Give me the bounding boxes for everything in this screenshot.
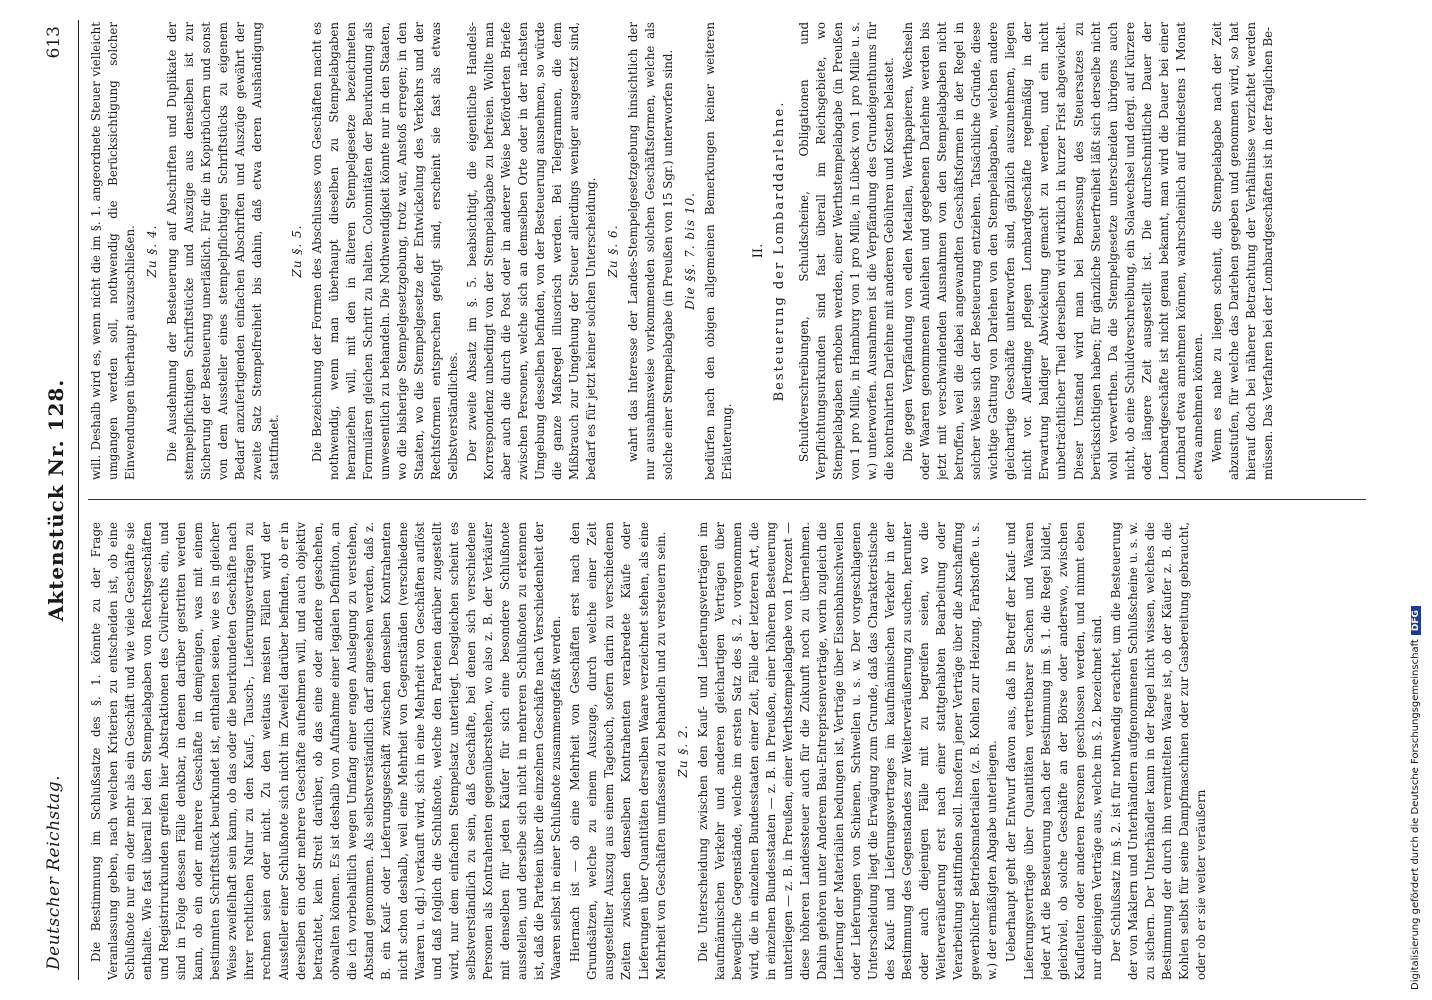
digitization-credit <box>1410 0 1424 990</box>
paragraph: Der Schlußsatz im §. 2. ist für nothwendig erachtet, um die Besteuerung der von Maklern und Unterhändlern aufgenommenen Schlußscheine u. s. w. zu sichern. Der Unterhändler kann in der Regel nicht wissen, welches die Bestimmung der durch ihn vermittelten Waare ist, ob der Käufer z. B. die Kohlen selbst für seine Dampfmaschinen oder zur Gasbereitung gebraucht, oder ob er sie weiter veräußern <box>1108 522 1208 980</box>
paragraph: Die Bestimmung im Schlußsatze des §. 1. könnte zu der Frage Veranlassung geben, nach welchen Kriterien zu entscheiden ist, ob eine Schlußnote nur ein oder mehr als ein Geschäft und wie viele Geschäfte sie enthalte. Wie fast überall bei den Stempelabgaben von Rechtsgeschäften und Registrirurkunden greifen hier Abstraktionen des Civilrechts ein, und sind in Folge dessen Fälle denkbar, in denen darüber gestritten werden kann, ob ein oder mehrere Geschäfte in demjenigen, was mit einem bestimmten Schriftstück beurkundet ist, enthalten seien, wie es in gleicher Weise zweifelhaft sein kann, ob das oder die beurkundeten Geschäfte nach ihrer rechtlichen Natur zu den Kauf-, Tausch-, Lieferungsverträgen zu rechnen seien oder nicht. Zu den weitaus meisten Fällen wird der Aussteller einer Schlußnote sich nicht im Zweifel darüber befinden, ob er in derselben ein oder mehrere Geschäfte aufnehmen will, und auch objektiv betrachtet, kein Streit darüber, ob das eine oder andere geschehen, obwalten können. Es ist deshalb von Aufnahme einer legalen Definition, an die ich vorbehaltlich wegen Umfang einer engen Auslegung zu verstehen, Abstand genommen. Als selbstverständlich darf angesehen werden, daß z. B. ein Kauf- oder Lieferungsgeschäft zwischen denselben Kontrahenten nicht schon deshalb, weil eine Mehrheit von Gegenständen (verschiedene Waaren u. dgl.) verkauft wird, sich in eine Mehrheit von Geschäften auflöst und daß folglich die Schlußnote, welche den Parteien darüber zugestellt wird, nur dem einfachen Stempelsatz unterliegt. Desgleichen scheint es selbstverständlich zu sein, daß Geschäfte, bei denen sich verschiedene Personen als Kontrahenten gegenüberstehen, wo also z. B. der Verkäufer mit denselben für jeden Käufer für sich eine besondere Schlußnote ausstellen, und derselbe sich nicht in mehreren Schlußnoten zu erkennen ist, daß die Parteien über die einzelnen Geschäfte nach Verschiedenheit der Waaren selbst in einer Schlußnote zusammengefaßt werden. <box>89 522 564 980</box>
header-publication: Deutscher Reichstag. <box>44 775 64 970</box>
page-header <box>40 20 79 980</box>
header-page-number: 613 <box>44 26 64 59</box>
paragraph: bedürfen nach den obigen allgemeinen Bemerkungen keiner weiteren Erläuterung. <box>702 22 734 480</box>
paragraph: will. Deshalb wird es, wenn nicht die im §. 1. angeordnete Steuer vielleicht umgangen werden soll, nothwendig die Berücksichtigung solcher Einwendungen überhaupt auszuschließen. <box>89 22 138 480</box>
header-document-number: Aktenstück Nr. 128. <box>44 378 68 622</box>
paragraph: Die Unterscheidung zwischen den Kauf- und Lieferungsverträgen im kaufmännischen Verkehr und anderen gleichartigen Verträgen über bewegliche Gegenstände, welche im ersten Satz des §. 2. vorgenommen wird, die in einzelnen Bundesstaaten einer Zeit, Fälle der letzteren Art, die in einzelnen Bundesstaaten — z. B. in Preußen, einer höheren Besteuerung unterliegen — z. B. in Preußen, einer Werthstempelabgabe von 1 Prozent — diese höheren Landessteuer auch für die Zukunft noch zu übernehmen. Dahin gehören unter Anderem Bau-Entreprisenverträge, worin zugleich die Lieferung der Materialien bedungen ist, Verträge über Eisenbahnschwellen oder Lieferungen von Schienen, Schwellen u. s. w. Der vorgeschlagenen Unterscheidung liegt die Erwägung zum Grunde, daß das Charakteristische des Kauf- und Lieferungsvertrages im kaufmännischen Verkehr in der Bestimmung des Gegenstandes zur Weiterveräußerung zu suchen, herunter oder auch diejenigen Fälle mit zu begreifen seien, wo die Weiterveräußerung erst nach einer stattgehabten Bearbeitung oder Verarbeitung stattfinden soll. Insofern jener Verträge über die Anschaffung gewerblicher Betriebsmaterialien (z. B. Kohlen zur Heizung, Farbstoffe u. s. w.) der ermäßigten Abgabe unterliegen. <box>695 522 1000 980</box>
paragraph: Wenn es nahe zu liegen scheint, die Stempelabgabe nach der Zeit abzustufen, für welche das Darlehen gegeben und genommen wird, so hat hierauf doch bei näherer Betrachtung der Verhältnisse verzichtet werden müssen. Das Verfahren bei der Lombardgeschäften ist in der fraglichen Be- <box>1209 22 1276 480</box>
section-heading: Zu §. 4. <box>145 224 160 278</box>
digitization-credit-text: Digitalisierung gefördert durch die Deutsche Forschungsgemeinschaft <box>1410 639 1421 990</box>
section-heading: Die §§. 7. bis 10. <box>682 192 697 310</box>
dfg-logo: DFG <box>1411 606 1421 635</box>
section-title: Besteuerung der Lombarddarlehne. <box>771 100 787 402</box>
paragraph: Schuldverschreibungen, Schuldscheine, Obligationen und Verpflichtungsurkunden sind fast überall im Reichsgebiete, wo Stempelabgaben erhoben werden, einer Werthstempelabgabe (in Preußen von 1 pro Mille, in Hamburg von 1 pro Mille, in Lübeck von 1 pro Mille u. s. w.) unterworfen. Ausnahmen ist die Verpfändung des Grundeigenthums für die kontrahirten Darlehne mit anderen Gebühren und Kosten belastet. <box>796 22 897 480</box>
section-heading: Zu §. 5. <box>289 224 304 278</box>
paragraph: Die Ausdehnung der Besteuerung auf Abschriften und Duplikate der stempelpflichtigen Schriftstücke und Auszüge aus denselben ist zur Sicherung der Besteuerung unerläßlich. Für die in Kopirbüchern und sonst von dem Aussteller eines stempelpflichtigen Schriftstücks zu eigenem Bedarf anzufertigenden einfachen Abschriften und Auszüge gewährt der zweite Satz Stempelfreiheit bis dahin, daß etwa deren Aushändigung stattfindet. <box>165 22 282 480</box>
column-divider <box>88 499 1366 500</box>
paragraph: Die Bezeichnung der Formen des Abschlusses von Geschäften macht es nothwendig, wenn man überhaupt dieselben zu Stempelabgaben heranziehen will, mit den in älteren Stempelgesetze bezeichneten Formulären gleichen Schritt zu halten. Colonnitäten der Beurkundung als unwesentlich zu behandeln. Die Nothwendigkeit könnte nur in den Staaten, wo die bisherige Stempelgesetzgebung, trotz war, Anstoß erregen; in den Staaten, wo die Stempelgesetze der Entwickelung des Verkehrs und der Rechtsformen entsprechen gefolgt sind, erscheint sie fast als etwas Selbstverständliches. <box>309 22 460 480</box>
text-column-right <box>88 22 1366 480</box>
section-heading: Zu §. 6. <box>606 224 621 278</box>
section-heading: Zu §. 2. <box>675 724 690 778</box>
paragraph: Hiernach ist — ob eine Mehrheit von Geschäften erst nach den Grundsätzen, welche zu einem Auszuge, durch welche einer Zeit ausgestellter Auszug aus einem Tagebuch, sofern darin zu verschiedenen Zeiten zwischen denselben Kontrahenten verabredete Käufe oder Lieferungen über Quantitäten derselben Waare verzeichnet stehen, als eine Mehrheit von Geschäften umfassend zu behandeln und zu versteuern sein. <box>568 522 668 980</box>
paragraph: Der zweite Absatz im §. 5. beabsichtigt, die eigentliche Handels-Korrespondenz unbedingt von der Stempelabgabe zu befreien. Wollte man aber auch die durch die Post oder in anderer Weise beförderten Briefe zwischen Personen, welche sich an demselben Orte oder in der nächsten Umgebung desselben befinden, von der Besteuerung ausnehmen, so würde die ganze Maßregel illusorisch werden. Bei Telegrammen, die dem Mißbrauch zur Umgehung der Steuer allerdings weniger ausgesetzt sind, bedarf es für jetzt keiner solchen Unterscheidung. <box>464 22 599 480</box>
rotated-page-content <box>40 20 1376 980</box>
text-column-left <box>88 522 1366 980</box>
paragraph: Ueberhaupt geht der Entwurf davon aus, daß in Betreff der Kauf- und Lieferungsverträge über Quantitäten vertretbarer Sachen und Waaren jeder Art die Besteuerung nach der Bestimmung im §. 1. die Regel bildet, gleichviel, ob solche Geschäfte an der Börse oder anderswo, zwischen Kaufleuten oder anderen Personen geschlossen werden, und nimmt eben nur diejenigen Verträge aus, welche im §. 2. bezeichnet sind. <box>1004 522 1104 980</box>
section-number: II. <box>750 243 766 259</box>
paragraph: wahrt das Interesse der Landes-Stempelgesetzgebung hinsichtlich der nur ausnahmsweise vorkommenden solchen Geschäftsformen, welche als solche einer Stempelabgabe (in Preußen von 15 Sgr.) unterworfen sind. <box>626 22 675 480</box>
paragraph: Die gegen Verpfändung von edlen Metallen, Werthpapieren, Wechseln oder Waaren genommenen Anleihen und gegebenen Darlehne werden bis jetzt mit verschwindenden Ausnahmen von den Stempelabgaben nicht betroffen, weil die dabei angewandten Geschäftsformen in der Regel in solcher Weise sich der Besteuerung entziehen. Tatsächliche Gründe, diese wichtige Gattung von Darlehen von den Stempelabgaben, welchen andere gleichartige Geschäfte unterworfen sind, gänzlich auszunehmen, liegen nicht vor. Allerdinge pflegen Lombardgeschäfte regelmäßig in der Erwartung baldiger Abwickelung gemacht zu werden, und ein nicht unbeträchtlicher Theil derselben wird wirklich in kurzer Frist abgewickelt. Dieser Umstand wird man bei Bemessung des Steuersatzes zu berücksichtigen haben; für gänzliche Steuerfreiheit läßt sich derselbe nicht wohl verwerthen. Da die Stempelgesetze unterscheiden übrigens auch nicht, ob eine Schuldverschreibung, ein Solawechsel und dergl. auf kürzere oder längere Zeit ausgestellt ist. Die durchschnittliche Dauer der Lombardgeschäfte ist nicht genau bekannt, man wird die Dauer bei einer Lombard etwa annehmen können, wahrscheinlich auf mindestens 1 Monat etwa annehmen können. <box>901 22 1205 480</box>
